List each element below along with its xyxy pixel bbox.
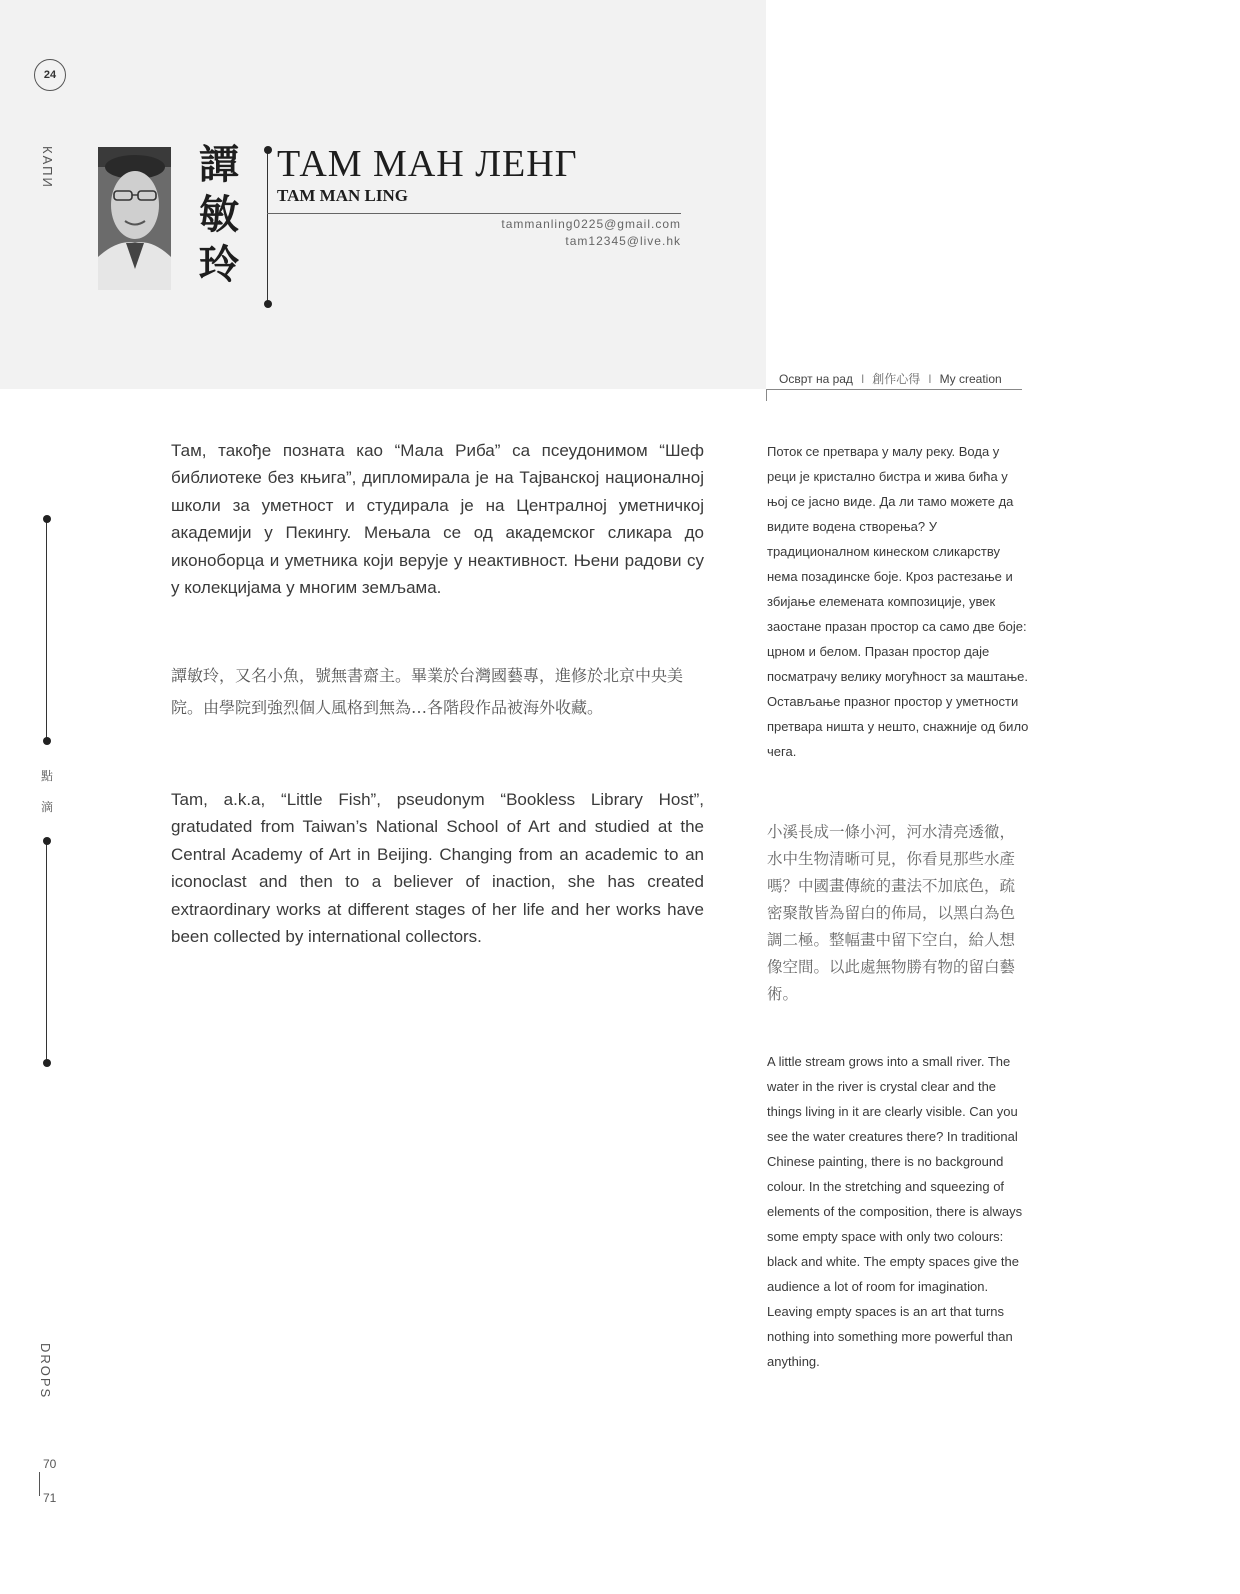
section-separator: I	[860, 372, 865, 386]
email-primary[interactable]: tammanling0225@gmail.com	[501, 217, 681, 231]
artist-name-cyrillic: ТАМ МАН ЛЕНГ	[277, 143, 578, 185]
section-header	[779, 370, 1002, 387]
creation-chinese: 小溪長成一條小河，河水清亮透徹，水中生物清晰可見，你看見那些水產嗎？中國畫傳統的畫法不加底色，疏密聚散皆為留白的佈局，以黑白為色調二極。整幅畫中留下空白，給人想像空間。以此處無物勝有物的留白藝術。	[767, 823, 1016, 1003]
section-label-english: My creation	[939, 372, 1002, 386]
name-divider-dot	[264, 146, 272, 154]
page-badge: 24	[34, 59, 66, 91]
bio-english: Tam, a.k.a, “Little Fish”, pseudonym “Bookless Library Host”, gratudated from Taiwan’s National School of Art and studied at the Central Academy of Art in Beijing. Changing from an academic to an iconoclast and then to a believer of inaction, she has created extraordinary works at different stages of her life and her works have been collected by international collectors.	[171, 790, 704, 947]
page-number-right: 71	[43, 1491, 57, 1505]
bio-serbian: Там, такође позната као “Мала Риба” са псеудонимом “Шеф библиотеке без књига”, дипломирала је на Тајванској националној школи за уметност и студирала је на Централној уметничкој академији у Пекингу. Мењала се од академског сликара до иконоборца и уметника који верује у неактивност. Њени радови су у колекцијама у многим земљама.	[171, 441, 704, 598]
section-rule	[766, 389, 1022, 390]
side-label-bottom: DROPS	[38, 1343, 53, 1400]
section-rule-tick	[766, 389, 767, 401]
creation-serbian: Поток се претвара у малу реку. Вода у реци је кристално бистра и жива бића у њој се јасно виде. Да ли тамо можете да видите водена створења? У традиционалном кинеском сликарству нема позадинске боје. Кроз растезање и збијање елемената композиције, увек заостане празан простор са само две боје: црном и белом. Празан простор даје посматрачу велику могућност за маштање. Остављање празног простор у уметности претвара ништа у нешто, снажније од било чега.	[767, 444, 1029, 759]
page-number-left: 70	[43, 1457, 57, 1471]
section-label-serbian: Осврт на рад	[779, 372, 853, 386]
page-number-divider	[39, 1472, 40, 1496]
email-secondary[interactable]: tam12345@live.hk	[565, 234, 681, 248]
bio-chinese: 譚敏玲，又名小魚，號無書齋主。畢業於台灣國藝專，進修於北京中央美院。由學院到強烈個人風格到無為…各階段作品被海外收藏。	[171, 666, 684, 717]
side-label-top: КАПИ	[40, 146, 55, 189]
side-dot	[43, 515, 51, 523]
chinese-name: 譚 敏 玲	[199, 141, 239, 288]
side-char-di: 滴	[41, 800, 54, 814]
side-dot	[43, 737, 51, 745]
side-line-upper	[46, 519, 47, 741]
section-separator: I	[928, 372, 932, 386]
artist-name-latin: TAM MAN LING	[277, 186, 408, 205]
side-char-dian: 點	[41, 769, 54, 783]
name-divider-vertical	[267, 150, 268, 304]
side-dot	[43, 837, 51, 845]
side-dot	[43, 1059, 51, 1067]
section-label-chinese: 創作心得	[872, 372, 921, 386]
side-line-lower	[46, 841, 47, 1063]
creation-english: A little stream grows into a small river. The water in the river is crystal clear and the things living in it are clearly visible. Can you see the water creatures there? In traditional Chinese painting, there is no background colour. In the stretching and squeezing of elements of the composition, there is always some empty space with only two colours: black and white. The empty spaces give the audience a lot of room for imagination. Leaving empty spaces is an art that turns nothing into something more powerful than anything.	[767, 1054, 1023, 1369]
artist-portrait	[98, 147, 171, 290]
name-divider-dot	[264, 300, 272, 308]
name-divider-horizontal	[267, 213, 681, 214]
